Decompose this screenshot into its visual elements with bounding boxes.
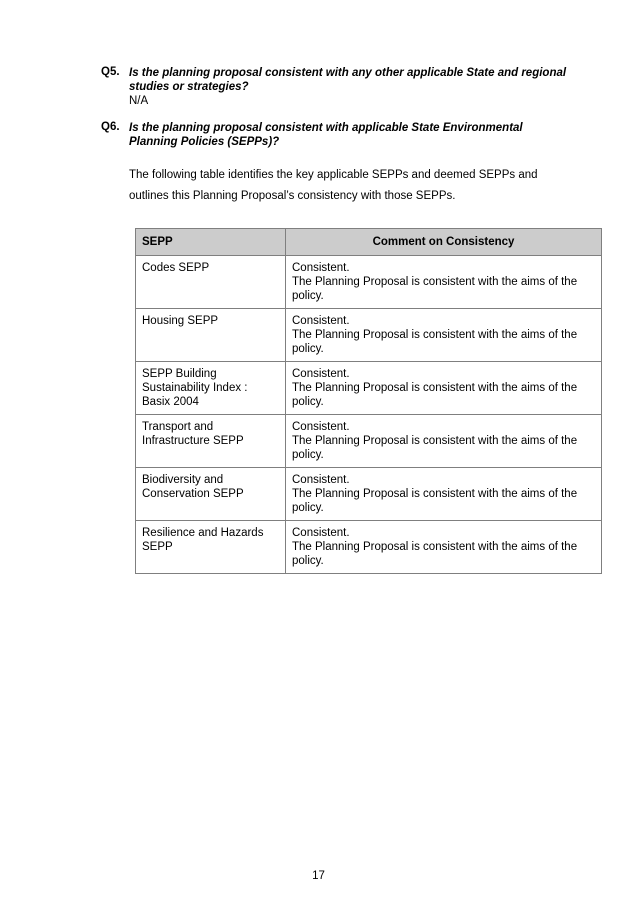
page-number: 17: [312, 870, 325, 882]
comment-line: policy.: [292, 449, 324, 461]
comment-line: The Planning Proposal is consistent with the aims of the: [292, 276, 578, 288]
question-number: Q5.: [101, 66, 120, 78]
sepp-consistency-table: [135, 228, 602, 574]
sepp-name-line: SEPP: [142, 541, 173, 553]
sepp-name-line: Conservation SEPP: [142, 488, 244, 500]
comment-cell: [286, 415, 602, 468]
table-row: [136, 309, 602, 362]
table-header-row: [136, 229, 602, 256]
sepp-name-cell: [136, 362, 286, 415]
question-text-line: studies or strategies?: [129, 81, 249, 93]
sepp-name-line: Infrastructure SEPP: [142, 435, 244, 447]
comment-line: The Planning Proposal is consistent with the aims of the: [292, 435, 578, 447]
sepp-name-cell: [136, 468, 286, 521]
question-text-line: Is the planning proposal consistent with any other applicable State and regional: [129, 67, 567, 79]
comment-line: Consistent.: [292, 262, 350, 274]
comment-line: The Planning Proposal is consistent with the aims of the: [292, 329, 578, 341]
header-comment: Comment on Consistency: [286, 229, 602, 256]
comment-line: The Planning Proposal is consistent with the aims of the: [292, 488, 578, 500]
sepp-name-cell: [136, 521, 286, 574]
sepp-name-cell: [136, 256, 286, 309]
sepp-name-line: SEPP Building: [142, 368, 217, 380]
intro-line: The following table identifies the key applicable SEPPs and deemed SEPPs and: [129, 169, 538, 181]
comment-cell: [286, 309, 602, 362]
comment-cell: [286, 256, 602, 309]
question-q5: [101, 66, 591, 108]
table-row: [136, 468, 602, 521]
sepp-name-line: Codes SEPP: [142, 262, 210, 274]
question-text-line: Planning Policies (SEPPs)?: [129, 136, 280, 148]
comment-line: The Planning Proposal is consistent with the aims of the: [292, 382, 578, 394]
comment-line: policy.: [292, 290, 324, 302]
comment-line: Consistent.: [292, 527, 350, 539]
comment-line: Consistent.: [292, 315, 350, 327]
question-answer: N/A: [129, 95, 149, 107]
sepp-name-line: Transport and: [142, 421, 214, 433]
sepp-name-cell: [136, 415, 286, 468]
sepp-name-line: Basix 2004: [142, 396, 199, 408]
question-number: Q6.: [101, 121, 120, 133]
table-row: [136, 362, 602, 415]
intro-line: outlines this Planning Proposal’s consistency with those SEPPs.: [129, 190, 456, 202]
comment-line: The Planning Proposal is consistent with the aims of the: [292, 541, 578, 553]
comment-line: policy.: [292, 396, 324, 408]
table-row: [136, 415, 602, 468]
table-row: [136, 256, 602, 309]
sepp-name-line: Resilience and Hazards: [142, 527, 264, 539]
question-text: [129, 66, 591, 94]
question-q6: [101, 121, 591, 149]
table-row: [136, 521, 602, 574]
question-text-line: Is the planning proposal consistent with applicable State Environmental: [129, 122, 523, 134]
comment-cell: [286, 521, 602, 574]
sepp-name-line: Biodiversity and: [142, 474, 224, 486]
comment-line: policy.: [292, 502, 324, 514]
sepp-name-line: Housing SEPP: [142, 315, 219, 327]
sepp-name-line: Sustainability Index :: [142, 382, 248, 394]
comment-line: Consistent.: [292, 368, 350, 380]
comment-line: Consistent.: [292, 474, 350, 486]
comment-cell: [286, 362, 602, 415]
comment-line: policy.: [292, 555, 324, 567]
intro-paragraph: [129, 165, 569, 207]
comment-line: Consistent.: [292, 421, 350, 433]
comment-line: policy.: [292, 343, 324, 355]
header-sepp: SEPP: [136, 229, 286, 256]
table-body: [136, 256, 602, 574]
question-text: [129, 121, 591, 149]
sepp-name-cell: [136, 309, 286, 362]
comment-cell: [286, 468, 602, 521]
